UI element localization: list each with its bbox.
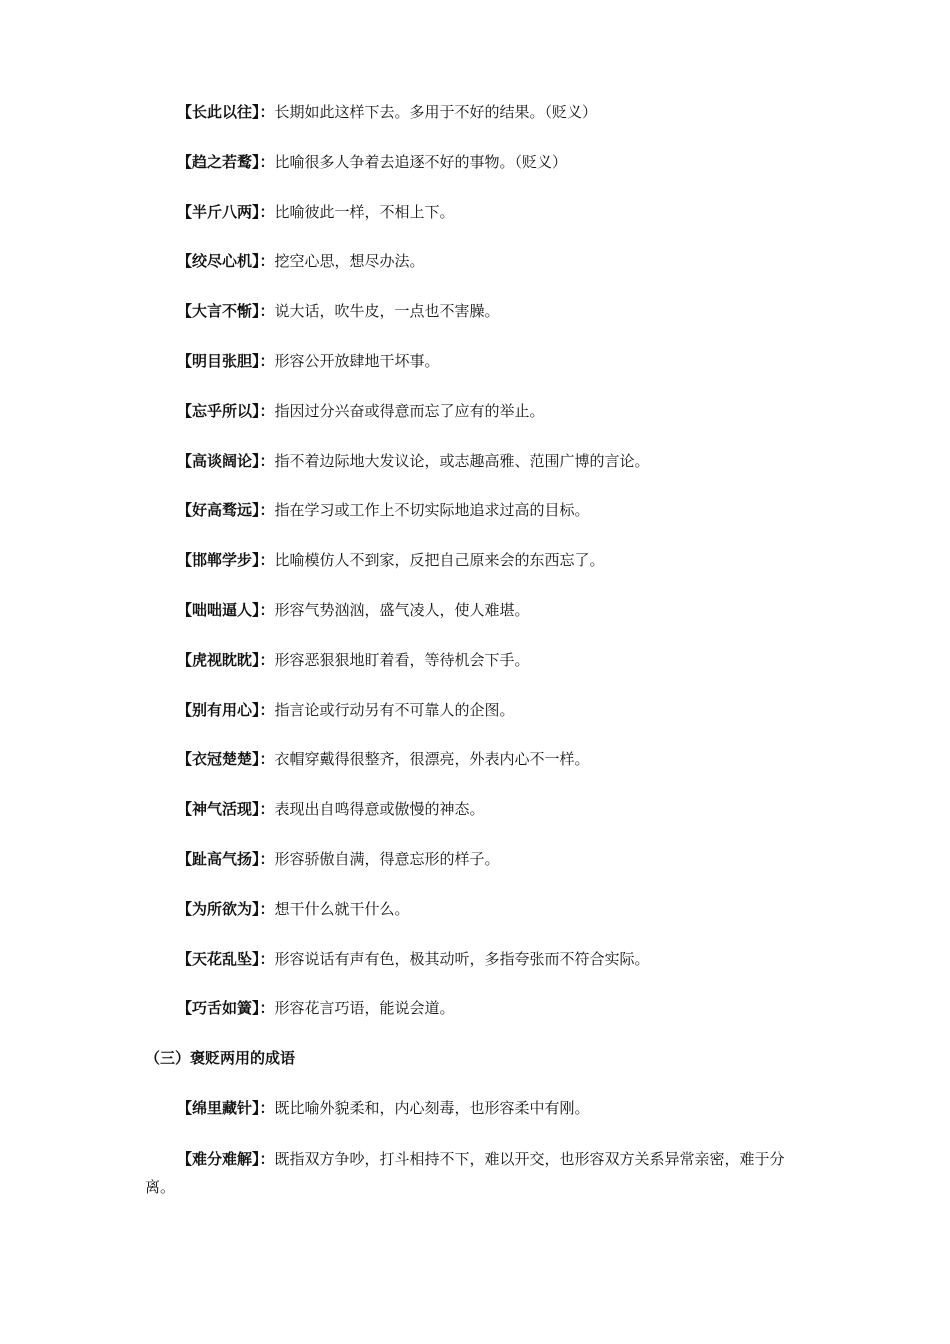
idiom-definition: 形容公开放肆地干坏事。 (274, 351, 440, 370)
idiom-list (145, 99, 810, 1225)
idiom-definition: 说大话，吹牛皮，一点也不害臊。 (274, 302, 500, 321)
idiom-entry (145, 846, 810, 872)
idiom-definition: 比喻模仿人不到家，反把自己原来会的东西忘了。 (274, 551, 605, 570)
idiom-entry (145, 448, 810, 474)
idiom-term: 【明目张胆】： (177, 351, 275, 370)
idiom-definition: 长期如此这样下去。多用于不好的结果。（贬义） (274, 103, 598, 121)
idiom-term: 【趾高气扬】： (177, 849, 275, 868)
idiom-term: 【绵里藏针】： (177, 1098, 275, 1117)
idiom-term: 【好高骛远】： (177, 501, 275, 520)
idiom-definition: 衣帽穿戴得很整齐，很漂亮，外表内心不一样。 (274, 750, 590, 769)
idiom-entry (145, 199, 810, 225)
idiom-term: 【虎视眈眈】： (177, 650, 275, 669)
idiom-entry (145, 896, 810, 922)
idiom-term: 【天花乱坠】： (177, 949, 275, 968)
idiom-term: 【衣冠楚楚】： (177, 750, 275, 769)
idiom-entry (145, 697, 810, 723)
idiom-definition: 比喻彼此一样，不相上下。 (274, 202, 455, 221)
idiom-entry (145, 597, 810, 623)
idiom-entry (145, 995, 810, 1021)
idiom-definition: 指因过分兴奋或得意而忘了应有的举止。 (274, 401, 545, 420)
idiom-definition: 既比喻外貌柔和，内心刻毒，也形容柔中有刚。 (274, 1098, 590, 1117)
idiom-term: 【咄咄逼人】： (177, 600, 275, 619)
idiom-term: 【难分难解】： (177, 1149, 275, 1168)
idiom-definition: 形容骄傲自满，得意忘形的样子。 (274, 849, 500, 868)
idiom-term: 【大言不惭】： (177, 302, 275, 321)
idiom-entry (145, 946, 810, 972)
idiom-entry (145, 746, 810, 772)
idiom-definition: 形容恶狠狠地盯着看，等待机会下手。 (274, 650, 530, 669)
idiom-definition: 形容说话有声有色，极其动听，多指夸张而不符合实际。 (274, 949, 650, 968)
idiom-term: 【神气活现】： (177, 800, 275, 819)
idiom-entry (145, 149, 810, 175)
idiom-definition: 表现出自鸣得意或傲慢的神态。 (274, 800, 485, 819)
idiom-term: 【半斤八两】： (177, 202, 275, 221)
idiom-definition: 想干什么就干什么。 (274, 899, 410, 918)
idiom-term: 【邯郸学步】： (177, 551, 275, 570)
idiom-definition: 形容花言巧语，能说会道。 (274, 999, 455, 1018)
idiom-entry (145, 1145, 810, 1201)
idiom-definition: 挖空心思，想尽办法。 (274, 252, 425, 271)
idiom-term: 【别有用心】： (177, 700, 275, 719)
idiom-term: 【绞尽心机】： (177, 252, 275, 271)
idiom-entry (145, 398, 810, 424)
idiom-entry (145, 547, 810, 573)
idiom-entry (145, 1095, 810, 1121)
idiom-definition: 既指双方争吵，打斗相持不下，难以开交，也形容双方关系异常亲密，难于分离。 (145, 1149, 785, 1196)
idiom-entry (145, 497, 810, 523)
idiom-entry (145, 298, 810, 324)
idiom-entry (145, 796, 810, 822)
idiom-entry (145, 99, 810, 125)
idiom-term: 【忘乎所以】： (177, 401, 275, 420)
idiom-definition: 指不着边际地大发议论，或志趣高雅、范围广博的言论。 (274, 451, 650, 470)
idiom-term: 【为所欲为】： (177, 899, 275, 918)
idiom-term: 【巧舌如簧】： (177, 999, 275, 1018)
idiom-definition: 指在学习或工作上不切实际地追求过高的目标。 (274, 501, 590, 520)
idiom-definition: 指言论或行动另有不可靠人的企图。 (274, 700, 515, 719)
idiom-term: 【长此以往】： (177, 103, 275, 121)
idiom-entry (145, 647, 810, 673)
idiom-term: 【趋之若鹜】： (177, 152, 275, 171)
idiom-entry (145, 348, 810, 374)
idiom-term: 【高谈阔论】： (177, 451, 275, 470)
idiom-definition: 比喻很多人争着去追逐不好的事物。（贬义） (274, 152, 568, 171)
idiom-entry (145, 248, 810, 274)
section-heading: （三）褒贬两用的成语 (145, 1049, 296, 1068)
idiom-definition: 形容气势汹汹，盛气凌人，使人难堪。 (274, 600, 530, 619)
